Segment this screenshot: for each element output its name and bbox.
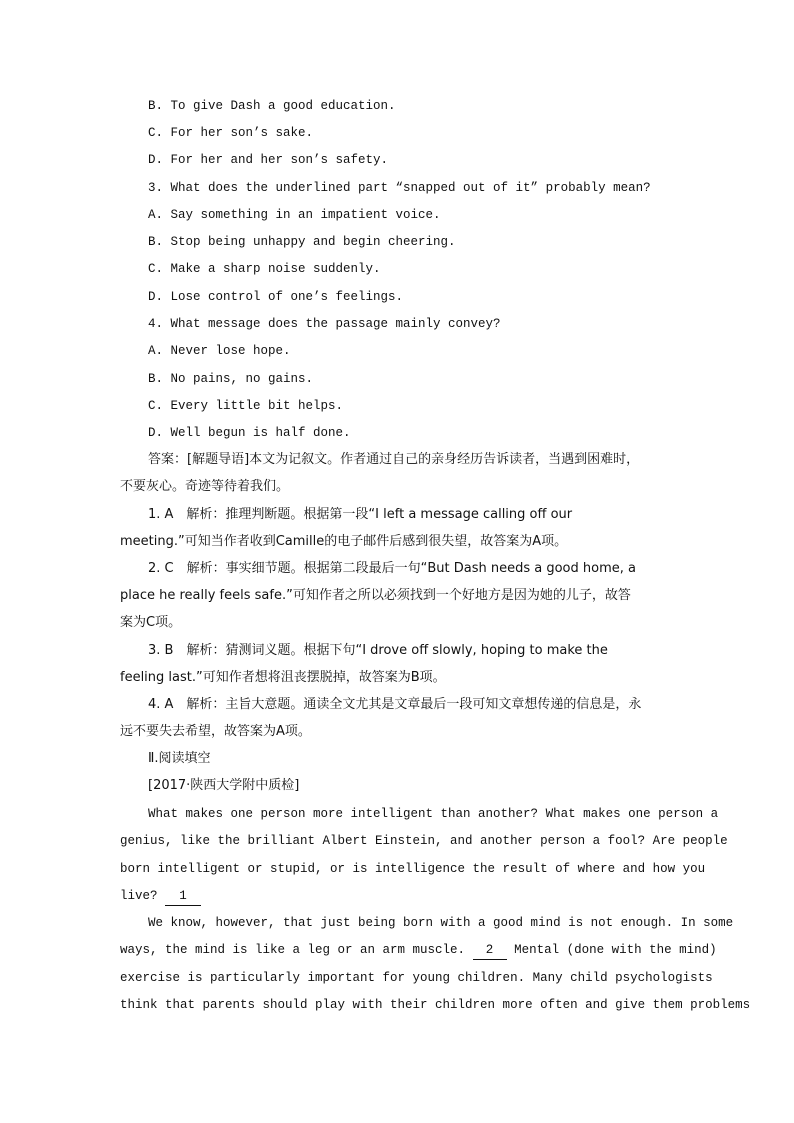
passage-p2-line-2 xyxy=(120,938,717,962)
blank-2[interactable]: 2 xyxy=(473,941,507,960)
answer-2-line-3: 案为C项。 xyxy=(120,615,182,630)
option-d: D. For her and her son’s safety. xyxy=(148,153,389,167)
passage-p1-line-2: genius, like the brilliant Albert Einstein, and another person a fool? Are people xyxy=(120,834,728,848)
answer-3-line-2: feeling last.”可知作者想将沮丧摆脱掉，故答案为B项。 xyxy=(120,670,446,685)
q4-option-c: C. Every little bit helps. xyxy=(148,399,344,413)
answer-1-line-1: 1. A 解析：推理判断题。根据第一段“I left a message calling off our xyxy=(148,507,573,522)
q3-option-c: C. Make a sharp noise suddenly. xyxy=(148,262,381,276)
answer-4-line-2: 远不要失去希望，故答案为A项。 xyxy=(120,724,311,739)
answer-1-line-2: meeting.”可知当作者收到Camille的电子邮件后感到很失望，故答案为A项。 xyxy=(120,534,568,549)
q4-option-b: B. No pains, no gains. xyxy=(148,372,314,386)
option-b: B. To give Dash a good education. xyxy=(148,99,396,113)
section-heading: Ⅱ.阅读填空 xyxy=(148,751,211,766)
passage-p2-line-3: exercise is particularly important for young children. Many child psychologists xyxy=(120,971,713,985)
passage-p2-line-2-pre: ways, the mind is like a leg or an arm muscle. xyxy=(120,943,473,957)
q3-option-a: A. Say something in an impatient voice. xyxy=(148,208,441,222)
question-3-stem: 3. What does the underlined part “snapped out of it” probably mean? xyxy=(148,181,651,195)
passage-p1-line-4 xyxy=(120,884,675,908)
blank-1[interactable]: 1 xyxy=(165,887,201,906)
option-c: C. For her son’s sake. xyxy=(148,126,314,140)
q3-option-d: D. Lose control of one’s feelings. xyxy=(148,290,404,304)
answer-2-line-2: place he really feels safe.”可知作者之所以必须找到一个好地方是因为她的儿子，故答 xyxy=(120,588,631,603)
q4-option-d: D. Well begun is half done. xyxy=(148,426,351,440)
passage-p2-line-2-post: Mental (done with the mind) xyxy=(506,943,717,957)
passage-p1-line-4-text: live? xyxy=(120,889,166,903)
q4-option-a: A. Never lose hope. xyxy=(148,344,291,358)
answer-3-line-1: 3. B 解析：猜测词义题。根据下句“I drove off slowly, hoping to make the xyxy=(148,643,608,658)
answer-2-line-1: 2. C 解析：事实细节题。根据第二段最后一句“But Dash needs a good home, a xyxy=(148,561,636,576)
answer-4-line-1: 4. A 解析：主旨大意题。通读全文尤其是文章最后一段可知文章想传递的信息是，永 xyxy=(148,697,642,712)
section-source: [2017·陕西大学附中质检] xyxy=(148,778,300,793)
question-4-stem: 4. What message does the passage mainly convey? xyxy=(148,317,501,331)
passage-p2-line-1: We know, however, that just being born with a good mind is not enough. In some xyxy=(148,916,734,930)
passage-p1-line-3: born intelligent or stupid, or is intelligence the result of where and how you xyxy=(120,862,706,876)
answer-intro-line-2: 不要灰心。奇迹等待着我们。 xyxy=(120,479,290,494)
passage-p1-line-1: What makes one person more intelligent than another? What makes one person a xyxy=(148,807,719,821)
passage-p2-line-4: think that parents should play with their children more often and give them problems xyxy=(120,998,751,1012)
answer-intro-line-1: 答案：[解题导语]本文为记叙文。作者通过自己的亲身经历告诉读者，当遇到困难时， xyxy=(148,452,640,467)
q3-option-b: B. Stop being unhappy and begin cheering. xyxy=(148,235,456,249)
